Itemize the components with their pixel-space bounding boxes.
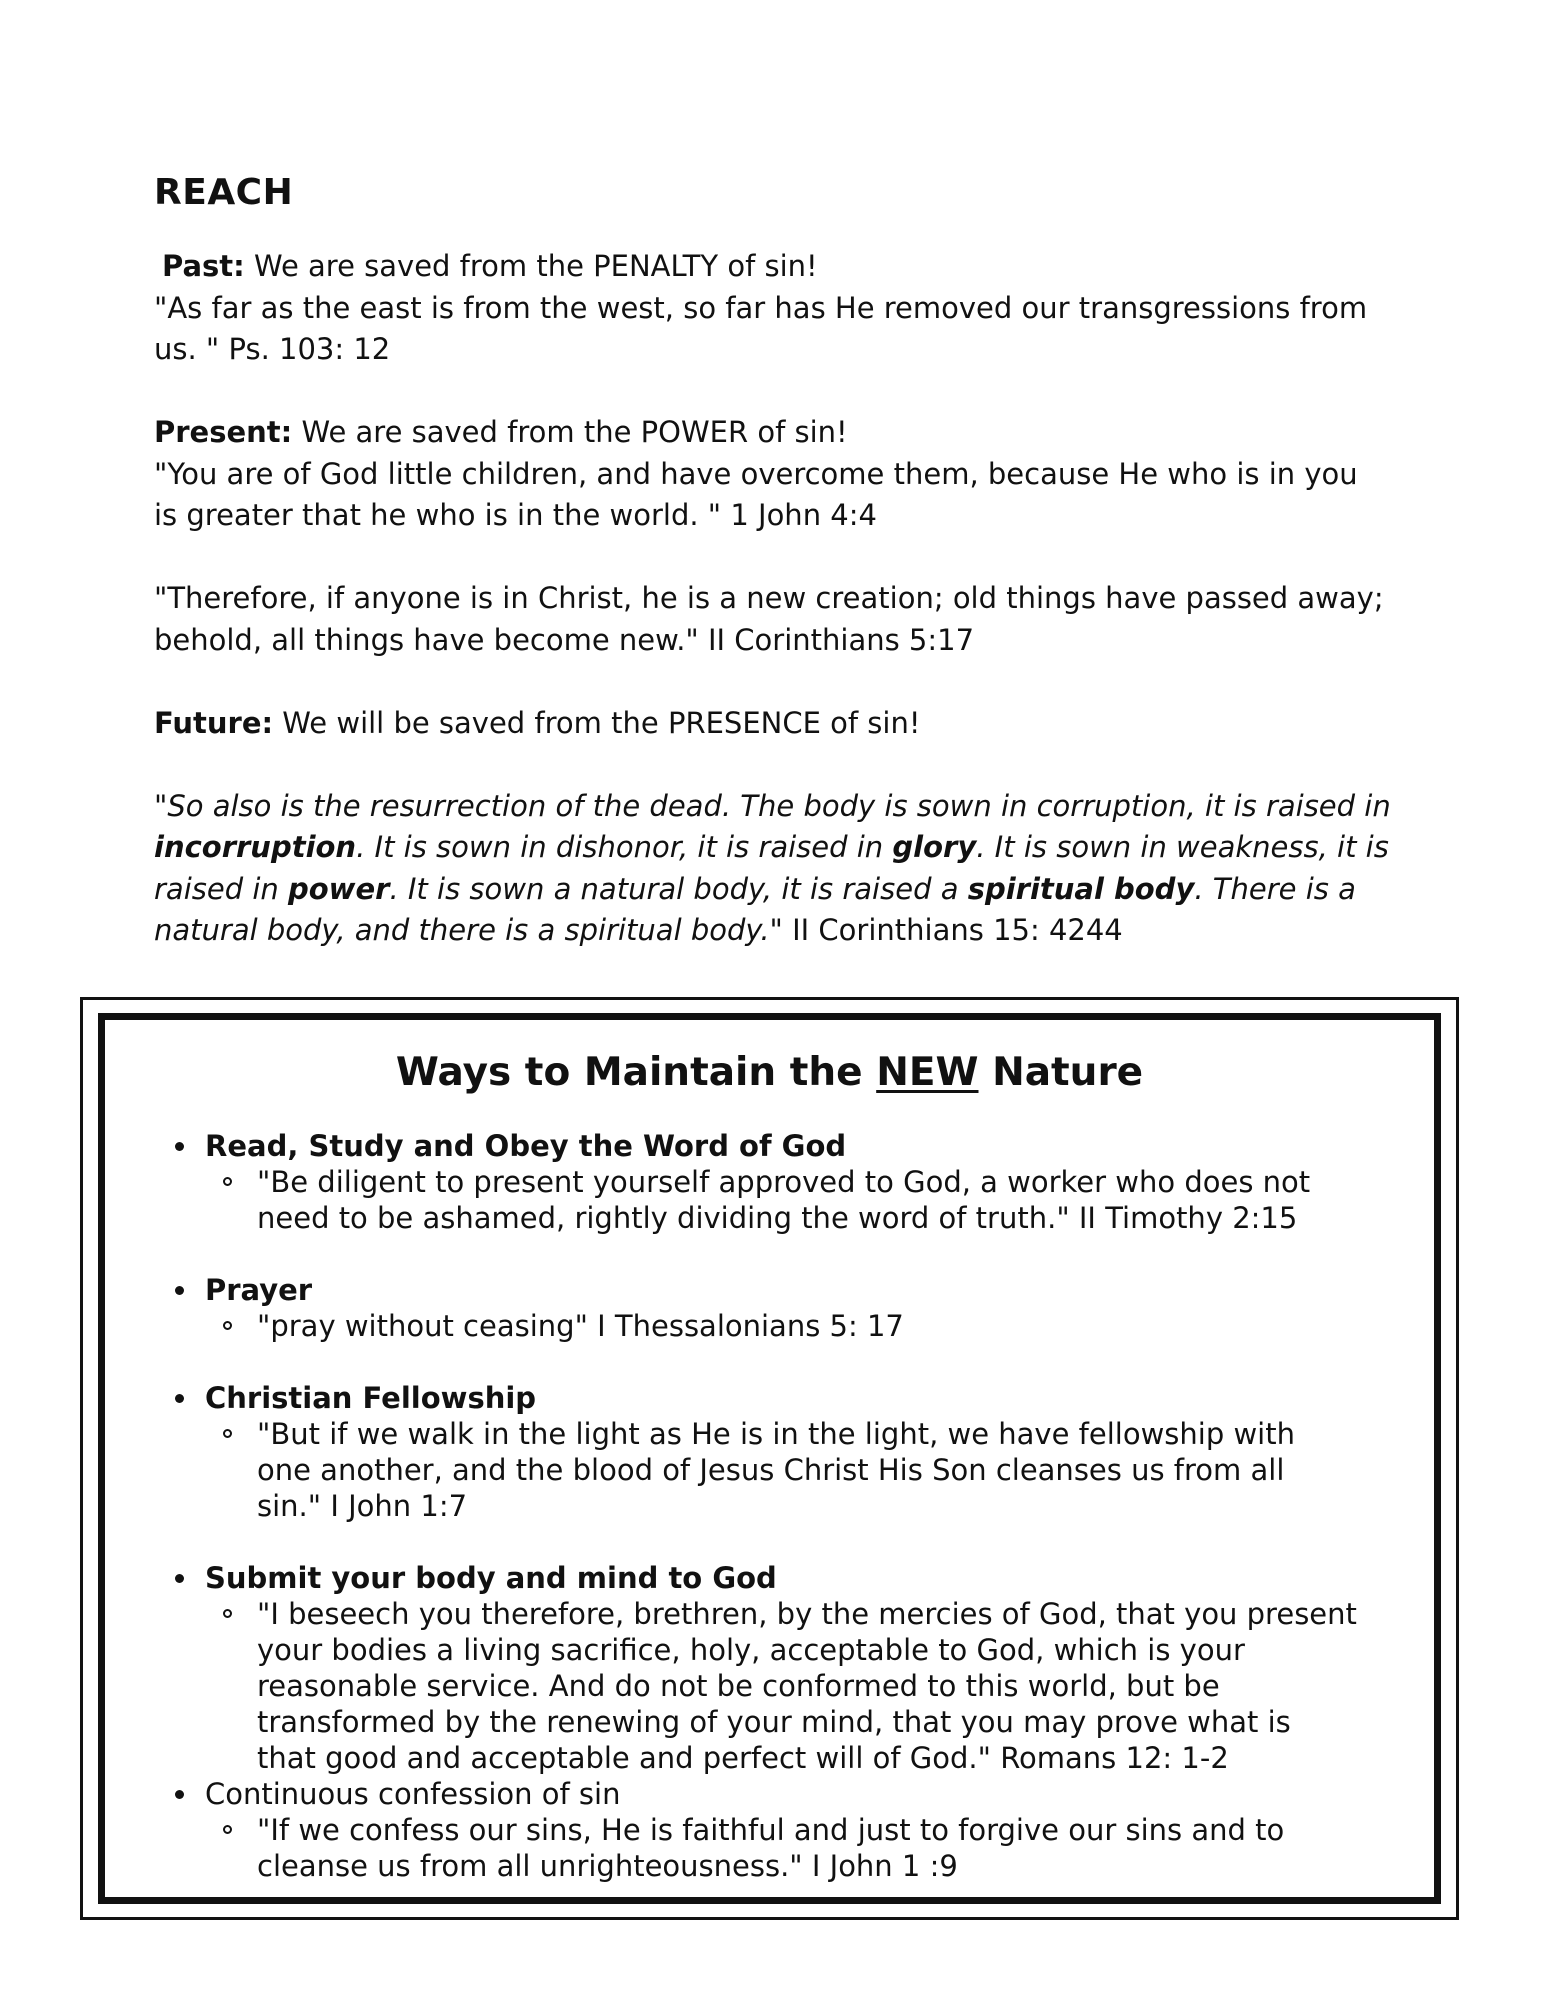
sub-list-item <box>205 1308 1385 1344</box>
box-title-text-a: Ways to Maintain the <box>395 1050 877 1095</box>
new-creation-paragraph <box>154 578 1424 661</box>
bullet-icon <box>175 1790 184 1799</box>
resurrection-line-2 <box>154 827 1424 869</box>
list-item <box>205 1776 1385 1884</box>
present-paragraph <box>154 412 1424 537</box>
new-creation-line-2: behold, all things have become new." II Corinthians 5:17 <box>154 622 975 657</box>
list-item <box>205 1560 1385 1776</box>
future-statement: We will be saved from the PRESENCE of sin! <box>273 705 921 740</box>
past-line <box>162 246 1424 288</box>
ring-bullet-icon <box>223 1825 232 1834</box>
bullet-icon <box>175 1142 184 1151</box>
sub-list-item <box>205 1812 1385 1884</box>
ring-bullet-icon <box>223 1321 232 1330</box>
verse-line: need to be ashamed, rightly dividing the word of truth." II Timothy 2:15 <box>257 1201 1298 1235</box>
ways-list <box>205 1128 1385 1884</box>
sub-list-item <box>205 1416 1385 1524</box>
box-title-text-b: Nature <box>978 1050 1144 1095</box>
bullet-icon <box>175 1574 184 1583</box>
ring-bullet-icon <box>223 1609 232 1618</box>
box-title-new-word: NEW <box>876 1050 979 1095</box>
way-label: Submit your body and mind to God <box>205 1561 777 1595</box>
verse-line: "But if we walk in the light as He is in the light, we have fellowship with <box>257 1417 1295 1451</box>
resurrection-line-3-text-b: . It is sown a natural body, it is raised a <box>389 871 968 906</box>
bold-word-incorruption: incorruption <box>154 830 357 864</box>
verse-line: one another, and the blood of Jesus Christ His Son cleanses us from all <box>257 1453 1285 1487</box>
reach-body <box>154 246 1424 993</box>
verse-line: transformed by the renewing of your mind, that you may prove what is <box>257 1705 1291 1739</box>
sub-list-item <box>205 1164 1385 1236</box>
section-heading: REACH <box>154 172 294 213</box>
present-verse-line-1: "You are of God little children, and have overcome them, because He who is in you <box>154 456 1358 491</box>
resurrection-line-3-text-a: raised in <box>154 871 288 906</box>
verse-line: "Be diligent to present yourself approved to God, a worker who does not <box>257 1165 1311 1199</box>
past-verse-line-2: us. " Ps. 103: 12 <box>154 332 391 366</box>
resurrection-line-4-italic: natural body, and there is a spiritual body." <box>154 913 783 947</box>
future-label: Future: <box>154 705 274 740</box>
bold-word-spiritual-body: spiritual body <box>967 871 1195 906</box>
past-label: Past: <box>162 249 245 283</box>
box-title <box>98 1050 1441 1095</box>
verse-line: sin." I John 1:7 <box>257 1489 468 1523</box>
bullet-icon <box>175 1286 184 1295</box>
resurrection-line-4 <box>154 910 1424 952</box>
verse-line: "pray without ceasing" I Thessalonians 5: 17 <box>257 1309 904 1343</box>
present-line <box>154 412 1424 454</box>
verse-line: cleanse us from all unrighteousness." I John 1 :9 <box>257 1849 958 1883</box>
future-line <box>154 703 1424 745</box>
past-verse <box>154 288 1424 371</box>
resurrection-line-3-text-c: . There is a <box>1194 871 1356 906</box>
verse-line: "I beseech you therefore, brethren, by the mercies of God, that you present <box>257 1597 1357 1631</box>
past-verse-line-1: "As far as the east is from the west, so far has He removed our transgressions from <box>154 290 1368 325</box>
resurrection-line-1: "So also is the resurrection of the dead. The body is sown in corruption, it is raised in <box>154 788 1391 823</box>
present-label: Present: <box>154 415 293 449</box>
verse-line: "If we confess our sins, He is faithful and just to forgive our sins and to <box>257 1813 1285 1847</box>
resurrection-paragraph <box>154 786 1424 952</box>
verse-line: your bodies a living sacrifice, holy, acceptable to God, which is your <box>257 1633 1245 1667</box>
way-label: Read, Study and Obey the Word of God <box>205 1129 847 1163</box>
list-item <box>205 1128 1385 1236</box>
ring-bullet-icon <box>223 1429 232 1438</box>
ring-bullet-icon <box>223 1177 232 1186</box>
sub-list-item <box>205 1596 1385 1776</box>
present-verse-line-2: is greater that he who is in the world. " 1 John 4:4 <box>154 498 877 532</box>
bold-word-power: power <box>287 871 390 906</box>
list-item <box>205 1272 1385 1344</box>
way-label: Continuous confession of sin <box>205 1777 621 1811</box>
new-creation-line-1: "Therefore, if anyone is in Christ, he is a new creation; old things have passed away; <box>154 581 1384 615</box>
bold-word-glory: glory <box>892 830 977 864</box>
present-statement: We are saved from the POWER of sin! <box>292 415 848 449</box>
way-label: Prayer <box>205 1273 313 1307</box>
resurrection-line-2-text-b: . It is sown in weakness, it is <box>976 830 1389 864</box>
verse-line: that good and acceptable and perfect will of God." Romans 12: 1-2 <box>257 1741 1229 1775</box>
past-statement: We are saved from the PENALTY of sin! <box>244 249 818 283</box>
way-label: Christian Fellowship <box>205 1381 537 1415</box>
future-paragraph <box>154 703 1424 745</box>
resurrection-line-2-text-a: . It is sown in dishonor, it is raised in <box>356 830 893 864</box>
resurrection-line-3 <box>154 869 1424 911</box>
past-paragraph <box>154 246 1424 288</box>
resurrection-reference: II Corinthians 15: 4244 <box>782 913 1123 947</box>
list-item <box>205 1380 1385 1524</box>
bullet-icon <box>175 1394 184 1403</box>
verse-line: reasonable service. And do not be conformed to this world, but be <box>257 1669 1220 1703</box>
